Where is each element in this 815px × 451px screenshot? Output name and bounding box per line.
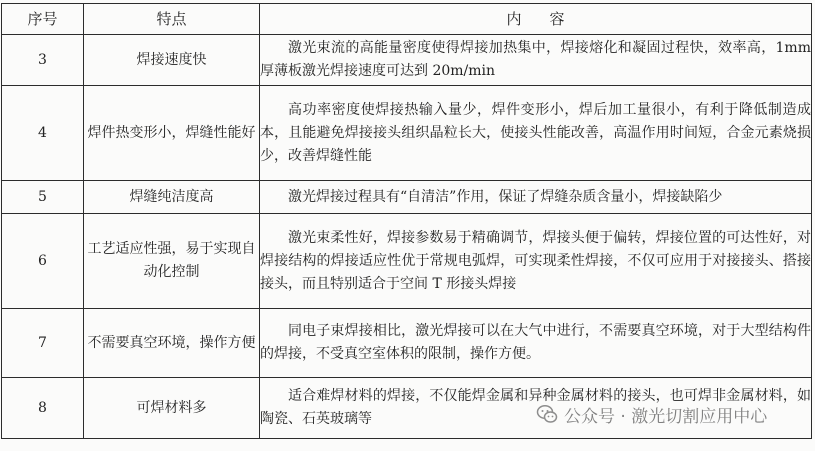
row-feature: 焊接速度快 — [84, 35, 260, 86]
row-index: 5 — [2, 181, 84, 214]
row-feature: 焊件热变形小，焊缝性能好 — [84, 86, 260, 181]
row-content-text: 激光束柔性好，焊接参数易于精确调节，焊接头便于偏转，焊接位置的可达性好，对焊接结构的焊接适应性优于常规电弧焊，可实现柔性焊接，不仅可应用于对接接头、搭接接头，而且特别适合于空间 T 形接头焊接 — [260, 229, 811, 292]
row-content — [260, 181, 812, 214]
watermark-text: 公众号 · 激光切割应用中心 — [564, 406, 768, 427]
row-content-text: 适合难焊材料的焊接，不仅能焊金属和异种金属材料的接头，也可焊非金属材料，如陶瓷、石英玻璃等 — [260, 388, 811, 427]
header-content: 内容 — [260, 4, 812, 35]
row-content-text: 高功率密度使焊接热输入量少，焊件变形小，焊后加工量很小，有利于降低制造成本，且能避免焊接接头组织晶粒长大，使接头性能改善，高温作用时间短，合金元素烧损少，改善焊缝性能 — [260, 101, 811, 164]
row-index: 4 — [2, 86, 84, 181]
row-content — [260, 86, 812, 181]
row-feature: 焊缝纯洁度高 — [84, 181, 260, 214]
table-row — [2, 309, 812, 378]
row-index: 8 — [2, 378, 84, 439]
table-row — [2, 214, 812, 309]
header-index: 序号 — [2, 4, 84, 35]
wechat-icon — [536, 403, 558, 425]
row-content — [260, 35, 812, 86]
header-feature: 特点 — [84, 4, 260, 35]
row-content-text: 激光焊接过程具有“自清洁”作用，保证了焊缝杂质含量小，焊接缺陷少 — [288, 188, 723, 205]
row-feature: 工艺适应性强，易于实现自动化控制 — [84, 214, 260, 309]
table-row — [2, 35, 812, 86]
row-feature: 不需要真空环境，操作方便 — [84, 309, 260, 378]
row-feature: 可焊材料多 — [84, 378, 260, 439]
row-content-text: 激光束流的高能量密度使得焊接加热集中，焊接熔化和凝固过程快，效率高，1mm 厚薄板激光焊接速度可达到 20m/min — [260, 40, 811, 79]
row-index: 6 — [2, 214, 84, 309]
wechat-watermark — [536, 401, 767, 427]
row-content — [260, 214, 812, 309]
table-row — [2, 181, 812, 214]
row-content — [260, 309, 812, 378]
row-content-text: 同电子束焊接相比，激光焊接可以在大气中进行，不需要真空环境，对于大型结构件的焊接，不受真空室体积的限制，操作方便。 — [260, 323, 811, 362]
row-index: 7 — [2, 309, 84, 378]
table-row — [2, 86, 812, 181]
row-index: 3 — [2, 35, 84, 86]
table-header-row — [2, 4, 812, 35]
laser-welding-features-table — [1, 3, 812, 439]
